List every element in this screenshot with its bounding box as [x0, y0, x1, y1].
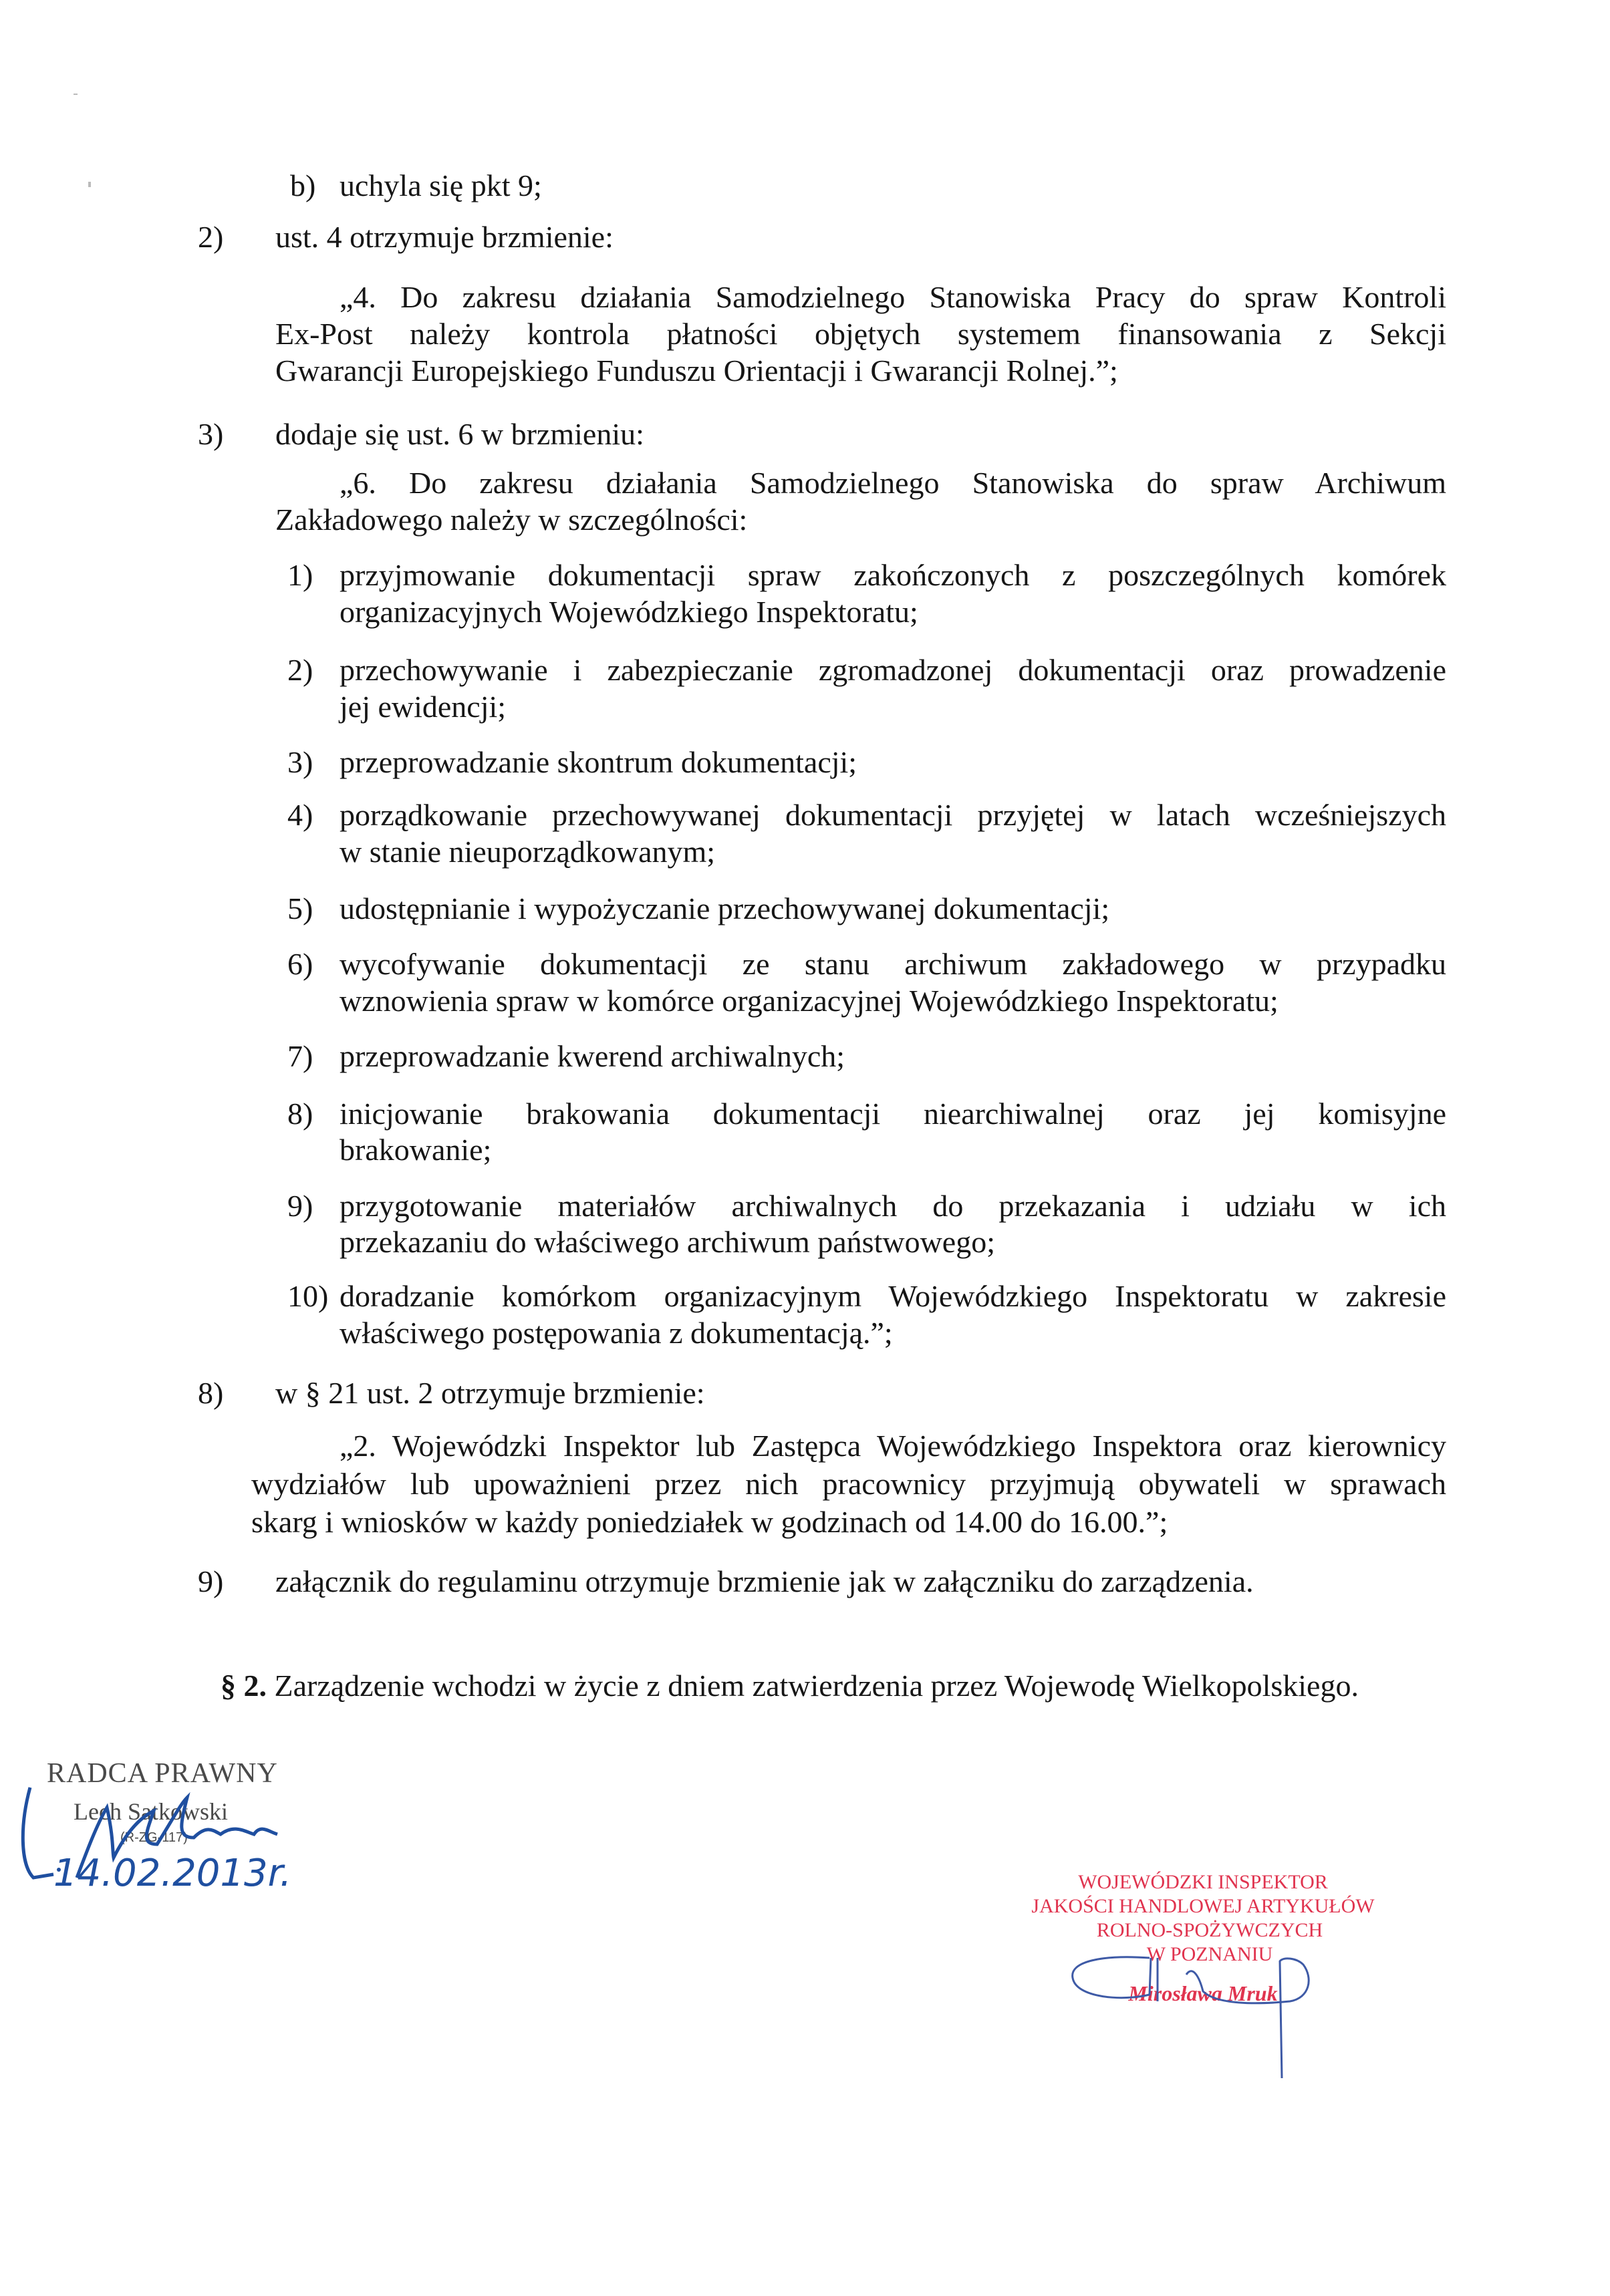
item-text: załącznik do regulaminu otrzymuje brzmienie jak w załączniku do zarządzenia.: [275, 1564, 1254, 1598]
task-text-line: doradzanie komórkom organizacyjnym Wojewódzkiego Inspektoratu w zakresie: [340, 1279, 1446, 1313]
task-text-line: przechowywanie i zabezpieczanie zgromadzonej dokumentacji oraz prowadzenie: [340, 653, 1446, 687]
item-text: ust. 4 otrzymuje brzmienie:: [275, 220, 614, 254]
task-text-line: jej ewidencji;: [340, 690, 507, 724]
task-text-line: organizacyjnych Wojewódzkiego Inspektoratu;: [340, 595, 918, 629]
task-text-line: przyjmowanie dokumentacji spraw zakończonych z poszczególnych komórek: [340, 558, 1446, 592]
item-number: 2): [198, 220, 224, 254]
task-number: 7): [287, 1039, 313, 1073]
sub-item-number: b): [290, 168, 316, 202]
item-number: 9): [198, 1564, 224, 1598]
section-2-text: Zarządzenie wchodzi w życie z dniem zatwierdzenia przez Wojewodę Wielkopolskiego.: [274, 1669, 1359, 1703]
quoted-paragraph-line: „4. Do zakresu działania Samodzielnego Stanowiska Pracy do spraw Kontroli: [340, 280, 1446, 314]
task-number: 1): [287, 558, 313, 592]
item-number: 8): [198, 1376, 224, 1410]
sub-item-text: uchyla się pkt 9;: [340, 168, 542, 202]
task-number: 2): [287, 653, 313, 687]
stamp-title: RADCA PRAWNY: [47, 1758, 278, 1789]
task-text-line: przeprowadzanie skontrum dokumentacji;: [340, 745, 857, 779]
scan-speck: [88, 182, 91, 187]
stamp-line: WOJEWÓDZKI INSPEKTOR: [1078, 1871, 1328, 1893]
task-text-line: udostępnianie i wypożyczanie przechowywanej dokumentacji;: [340, 891, 1110, 925]
item-number: 3): [198, 417, 224, 451]
stamp-name: Lech Satkowski: [74, 1798, 228, 1825]
quoted-paragraph-line: Gwarancji Europejskiego Funduszu Orientacji i Gwarancji Rolnej.”;: [275, 353, 1118, 388]
task-text-line: przekazaniu do właściwego archiwum państwowego;: [340, 1225, 996, 1259]
task-text-line: przygotowanie materiałów archiwalnych do przekazania i udziału w ich: [340, 1189, 1446, 1223]
handwritten-date: 14.02.2013r.: [53, 1852, 292, 1895]
task-number: 10): [287, 1279, 329, 1313]
scan-speck: [74, 94, 78, 95]
task-number: 4): [287, 798, 313, 832]
task-text-line: wycofywanie dokumentacji ze stanu archiwum zakładowego w przypadku: [340, 947, 1446, 981]
stamp-signatory: Mirosława Mruk: [1128, 1981, 1278, 2005]
stamp-registration: (R-ZG-117): [120, 1830, 188, 1845]
task-text-line: przeprowadzanie kwerend archiwalnych;: [340, 1039, 845, 1073]
quoted-paragraph-line: „2. Wojewódzki Inspektor lub Zastępca Wojewódzkiego Inspektora oraz kierownicy: [340, 1429, 1446, 1463]
quoted-paragraph-line: „6. Do zakresu działania Samodzielnego Stanowiska do spraw Archiwum: [340, 466, 1446, 500]
task-text-line: brakowanie;: [340, 1133, 492, 1167]
task-number: 9): [287, 1189, 313, 1223]
task-number: 6): [287, 947, 313, 981]
quoted-paragraph-line: Ex-Post należy kontrola płatności objętych systemem finansowania z Sekcji: [275, 317, 1446, 351]
quoted-paragraph-line: wydziałów lub upoważnieni przez nich pracownicy przyjmują obywateli w sprawach: [251, 1467, 1446, 1501]
quoted-paragraph-line: Zakładowego należy w szczególności:: [275, 503, 748, 537]
section-2-label: § 2.: [221, 1669, 267, 1703]
task-number: 5): [287, 891, 313, 925]
task-text-line: porządkowanie przechowywanej dokumentacji przyjętej w latach wcześniejszych: [340, 798, 1446, 832]
section-2: [221, 1667, 1359, 1704]
task-text-line: w stanie nieuporządkowanym;: [340, 835, 716, 869]
item-text: w § 21 ust. 2 otrzymuje brzmienie:: [275, 1376, 705, 1410]
task-text-line: wznowienia spraw w komórce organizacyjnej Wojewódzkiego Inspektoratu;: [340, 984, 1279, 1018]
task-number: 8): [287, 1097, 313, 1131]
task-number: 3): [287, 745, 313, 779]
stamp-line: W POZNANIU: [1146, 1943, 1273, 1965]
stamp-line: JAKOŚCI HANDLOWEJ ARTYKUŁÓW: [1031, 1895, 1375, 1917]
stamp-line: ROLNO-SPOŻYWCZYCH: [1096, 1919, 1323, 1941]
handwritten-signature-icon: [13, 1771, 321, 1924]
task-text-line: właściwego postępowania z dokumentacją.”;: [340, 1316, 893, 1350]
item-text: dodaje się ust. 6 w brzmieniu:: [275, 417, 644, 451]
task-text-line: inicjowanie brakowania dokumentacji niearchiwalnej oraz jej komisyjne: [340, 1097, 1446, 1131]
official-signature-icon: [1043, 1938, 1350, 2092]
quoted-paragraph-line: skarg i wniosków w każdy poniedziałek w godzinach od 14.00 do 16.00.”;: [251, 1505, 1168, 1539]
